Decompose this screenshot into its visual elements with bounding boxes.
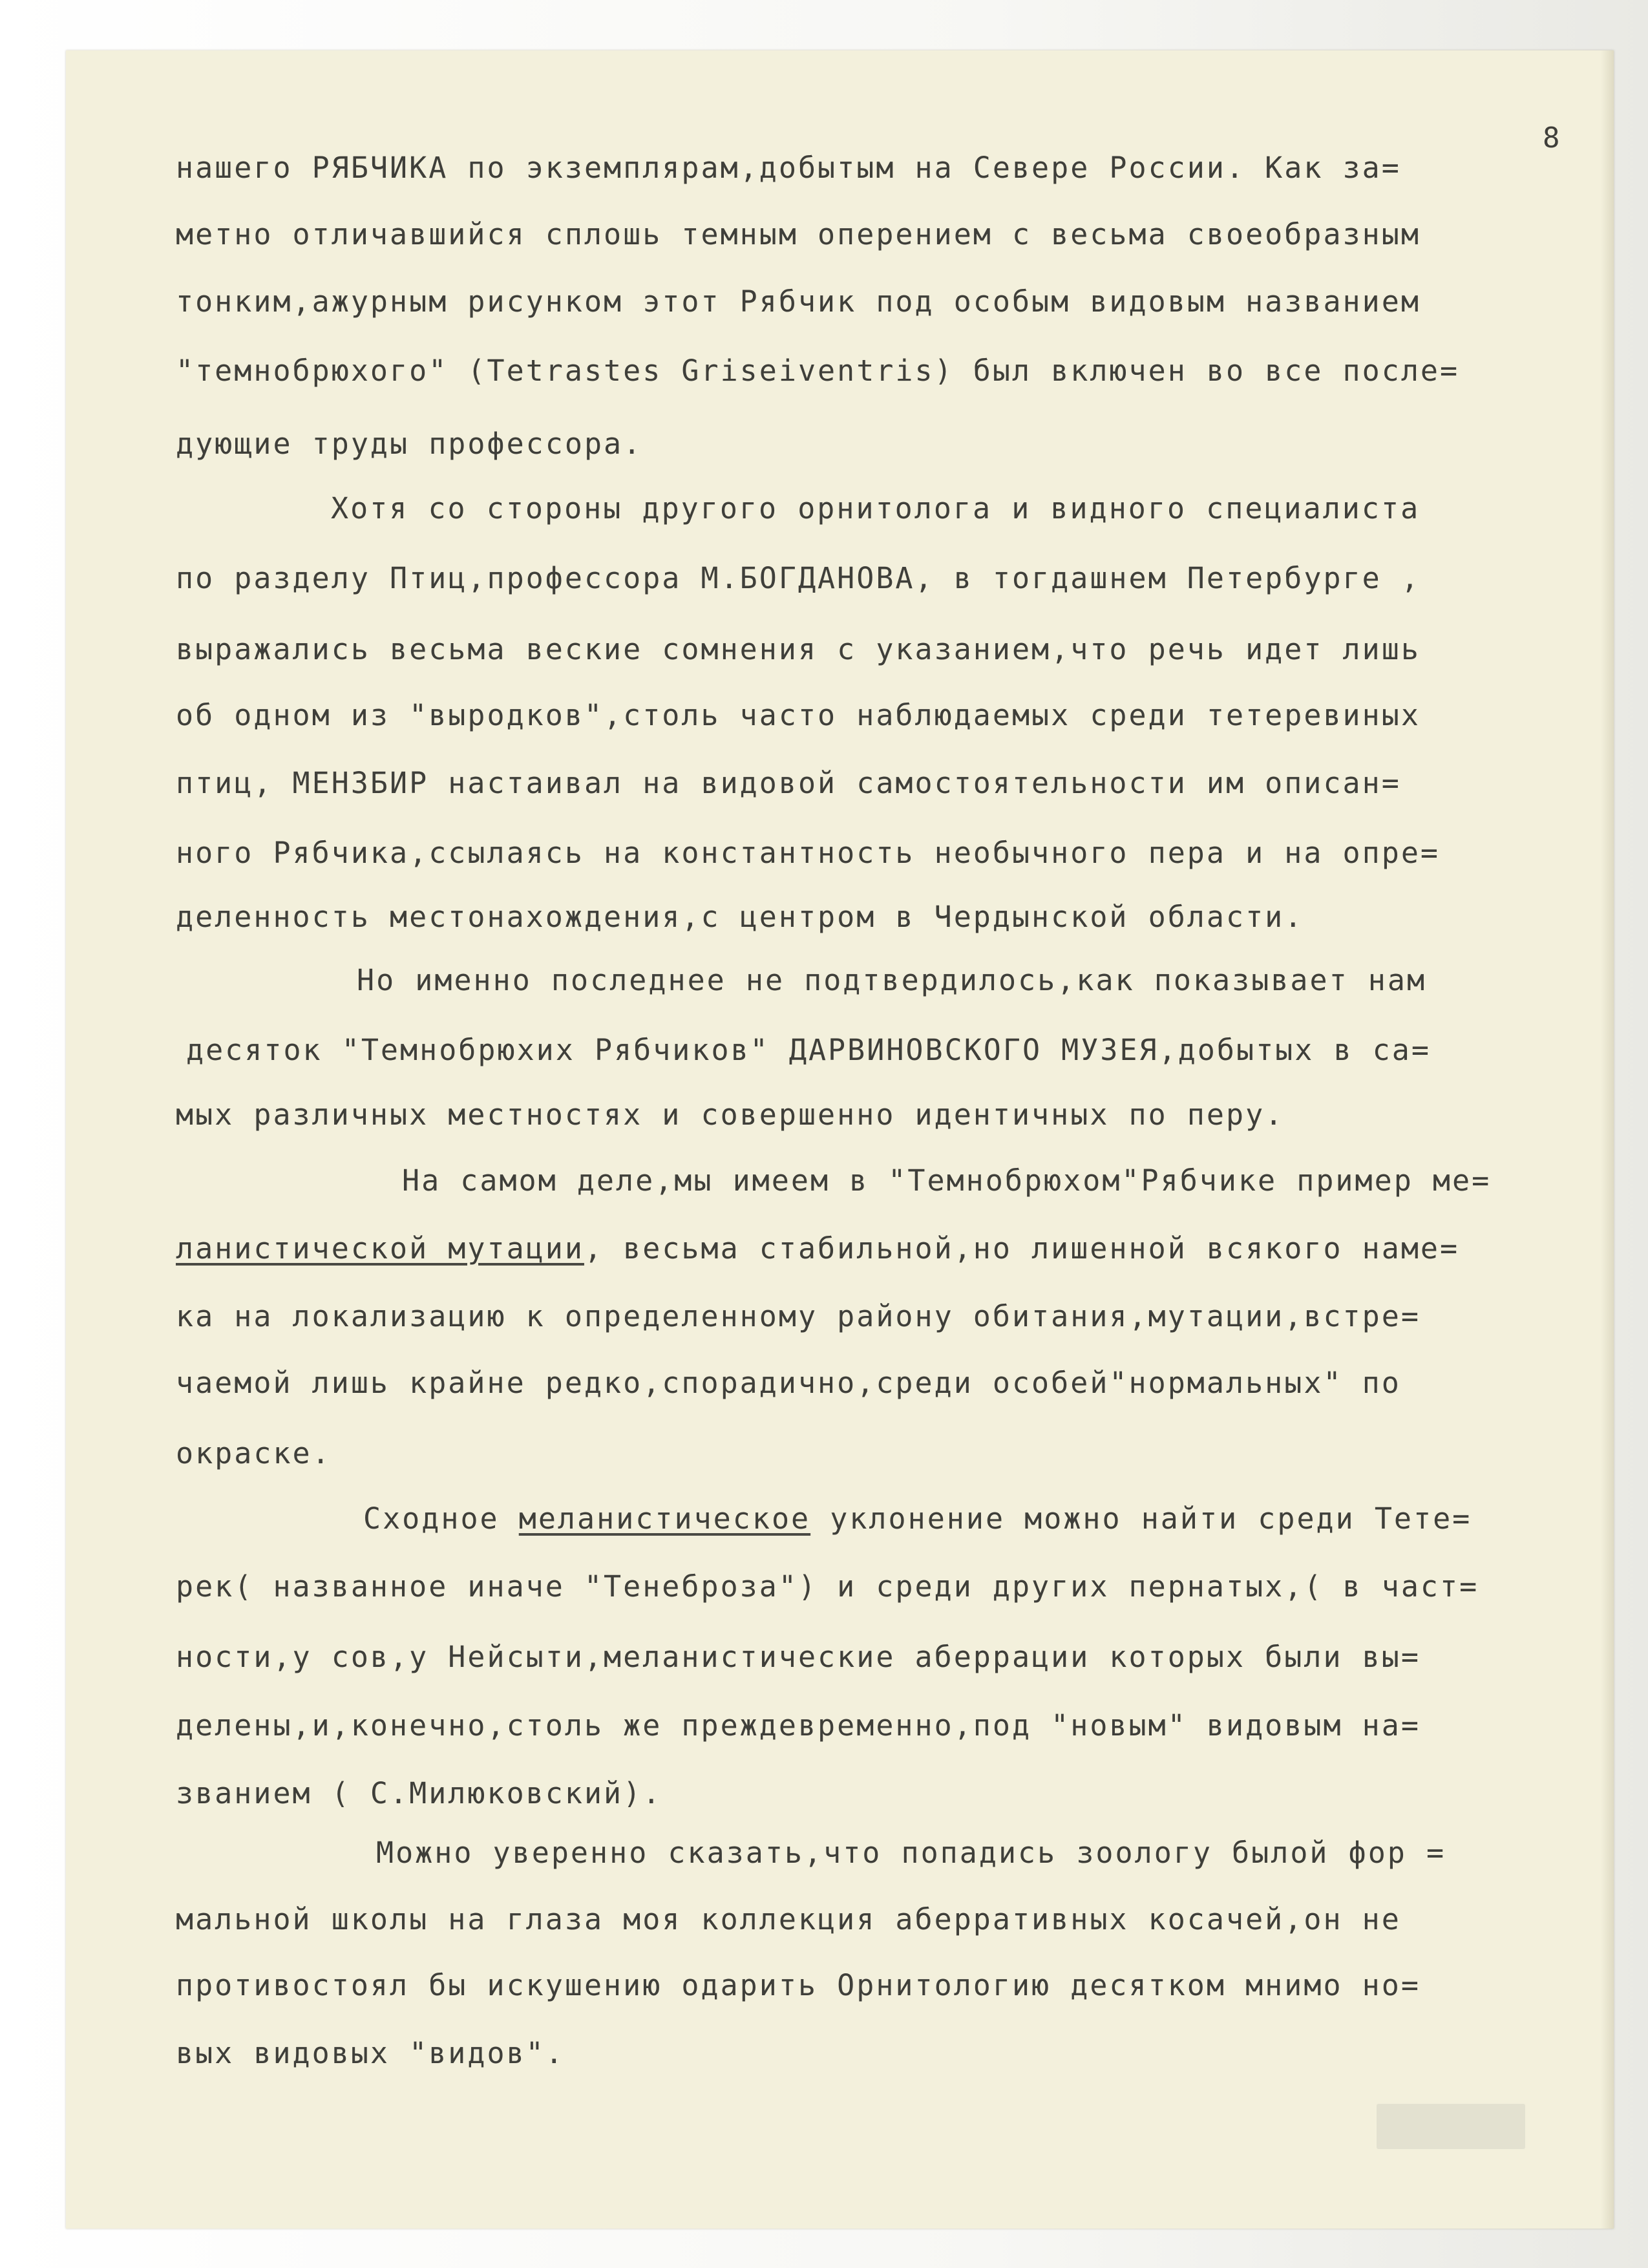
underlined-term-melanistic: меланистическое [518, 1501, 811, 1536]
line-21-start: Сходное [363, 1501, 519, 1536]
text-line-19: чаемой лишь крайне редко,спорадично,среди особей"нормальных" по [176, 1366, 1401, 1400]
line-21-rest: уклонение можно найти среди Тете= [810, 1501, 1472, 1536]
page-number: 8 [1543, 122, 1560, 154]
text-line-12: деленность местонахождения,с центром в Чердынской области. [176, 900, 1304, 934]
text-line-3: тонким,ажурным рисунком этот Рябчик под особым видовым названием [176, 284, 1421, 319]
text-line-10: птиц, МЕНЗБИР настаивал на видовой самостоятельности им описан= [176, 766, 1401, 800]
text-line-8: выражались весьма веские сомнения с указанием,что речь идет лишь [176, 632, 1421, 666]
underlined-term-melanistic-mutation: ланистической мутации [176, 1231, 584, 1266]
text-line-5: дующие труды профессора. [176, 427, 643, 461]
paper-edge-shadow [1601, 50, 1614, 2229]
text-line-6: Хотя со стороны другого орнитолога и видного специалиста [331, 491, 1421, 525]
text-line-21 [363, 1501, 1472, 1536]
text-line-17 [176, 1231, 1459, 1266]
text-line-27: мальной школы на глаза моя коллекция аберративных косачей,он не [176, 1902, 1401, 1936]
text-line-13: Но именно последнее не подтвердилось,как показывает нам [357, 963, 1427, 997]
text-line-4: "темнобрюхого" (Tetrastes Griseiventris) был включен во все после= [176, 354, 1460, 388]
text-line-28: противостоял бы искушению одарить Орнитологию десятком мнимо но= [176, 1968, 1421, 2002]
text-line-11: ного Рябчика,ссылаясь на константность необычного пера и на опре= [176, 836, 1440, 870]
text-line-20: окраске. [176, 1436, 332, 1470]
text-line-24: делены,и,конечно,столь же преждевременно,под "новым" видовым на= [176, 1708, 1421, 1743]
line-17-rest: , весьма стабильной,но лишенной всякого наме= [584, 1231, 1460, 1266]
text-line-16: На самом деле,мы имеем в "Темнобрюхом"Рябчике пример ме= [402, 1163, 1492, 1198]
text-line-15: мых различных местностях и совершенно идентичных по перу. [176, 1097, 1285, 1132]
text-line-7: по разделу Птиц,профессора М.БОГДАНОВА, в тогдашнем Петербурге , [176, 561, 1421, 595]
text-line-22: рек( названное иначе "Тенеброза") и среди других пернатых,( в част= [176, 1569, 1479, 1604]
text-line-23: ности,у сов,у Нейсыти,меланистические аберрации которых были вы= [176, 1640, 1421, 1674]
text-line-29: вых видовых "видов". [176, 2036, 565, 2070]
text-line-18: ка на локализацию к определенному району обитания,мутации,встре= [176, 1299, 1421, 1333]
text-line-26: Можно уверенно сказать,что попадись зоологу былой фор = [376, 1836, 1446, 1870]
text-line-2: метно отличавшийся сплошь темным оперением с весьма своеобразным [176, 217, 1421, 251]
text-line-9: об одном из "выродков",столь часто наблюдаемых среди тетеревиных [176, 698, 1421, 732]
text-line-14: десяток "Темнобрюхих Рябчиков" ДАРВИНОВСКОГО МУЗЕЯ,добытых в са= [186, 1033, 1431, 1067]
text-line-25: званием ( С.Милюковский). [176, 1776, 662, 1810]
text-line-1: нашего РЯБЧИКА по экземплярам,добытым на Севере России. Как за= [176, 151, 1401, 185]
faint-archive-stamp [1377, 2104, 1525, 2149]
